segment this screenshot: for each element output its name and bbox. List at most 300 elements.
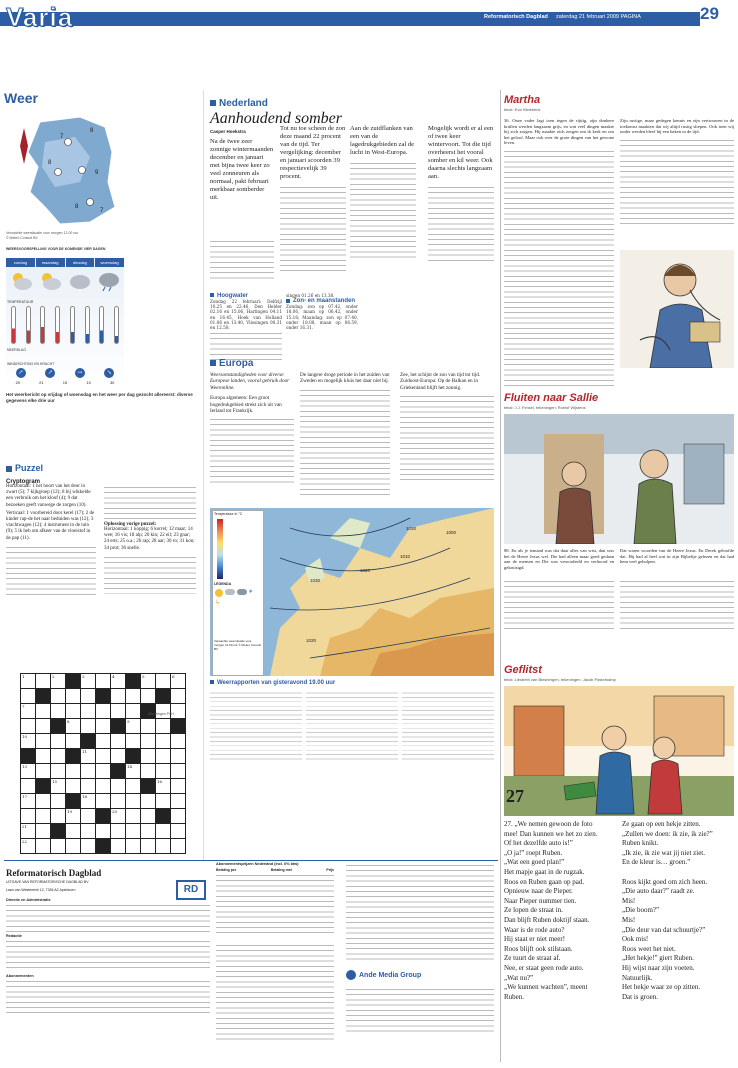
colofon-address: Laan van Westenenk 12, 7336 AZ Apeldoorn: [6, 888, 76, 892]
cw-cell[interactable]: [141, 719, 156, 734]
nederland-col2-text: Tot nu toe scheen de zon deze maand 22 procent van de tijd. Ter vergelijking: december en januari scoorden 39 respectievelijk 39 procent.: [280, 125, 346, 180]
abonnement-rows: [216, 872, 334, 936]
nederland-col3-text: Aan de zuidflanken van een van de lagedrukgebieden zal de lucht in West-Europa.: [350, 125, 415, 156]
cw-cell[interactable]: [66, 704, 81, 719]
geflitst-line: Het mapje gaat in de rugzak.: [504, 867, 585, 876]
cw-block: [141, 779, 156, 794]
geflitst-line: Roos weet het niet.: [622, 944, 676, 953]
colofon-section: Redactie: [6, 934, 22, 938]
puzzel-label: Puzzel: [6, 463, 196, 473]
weer-title: Weer: [4, 90, 38, 106]
ande-text: [346, 862, 494, 962]
legend-icons: [213, 587, 263, 609]
geflitst-panel-number: 27: [506, 786, 524, 806]
colofon-sub: UITGAVE VAN REFORMATORISCHE DAGBLAD BV: [6, 880, 89, 884]
cw-block: [51, 824, 66, 839]
colofon-section: Abonnementen: [6, 974, 34, 978]
cw-block: [66, 674, 81, 689]
forecast-day: zondag: [6, 258, 35, 267]
europa-label: Europa: [210, 358, 496, 369]
cw-cell[interactable]: [156, 719, 171, 734]
cw-cell[interactable]: [36, 749, 51, 764]
cw-block: [81, 734, 96, 749]
geflitst-line: Opnieuw naar de Pieper.: [504, 887, 573, 896]
cw-cell[interactable]: [141, 824, 156, 839]
precip-value: 20: [15, 380, 21, 385]
forecast-day: dinsdag: [66, 258, 95, 267]
cw-cell[interactable]: [96, 719, 111, 734]
cw-block: [111, 764, 126, 779]
cw-cell[interactable]: [21, 809, 36, 824]
cw-cell[interactable]: [21, 719, 36, 734]
europa-col1: [210, 372, 294, 486]
cw-cell[interactable]: 1: [21, 674, 36, 689]
fluiten-caption2-rest: [620, 578, 734, 630]
puzzel-col1-rest: [6, 544, 96, 596]
nederland-col2: [280, 125, 346, 281]
cw-cell[interactable]: [96, 794, 111, 809]
thermometer-icon: [55, 306, 60, 344]
geflitst-line: 27. „We nemen gewoon de foto: [504, 820, 593, 828]
cw-cell[interactable]: 15: [51, 779, 66, 794]
geflitst-line: „We kunnen wachten”, meent: [504, 983, 588, 992]
cw-cell[interactable]: [171, 749, 186, 764]
forecast-day: woensdag: [95, 258, 124, 267]
puzzel-col1: [6, 484, 96, 596]
cw-cell[interactable]: 8: [66, 719, 81, 734]
geflitst-line: Hij staat er niet meer!: [504, 935, 566, 944]
cw-cell[interactable]: 20: [111, 809, 126, 824]
svg-text:7: 7: [100, 208, 104, 214]
cw-block: [96, 689, 111, 704]
cloud-icon: [225, 589, 235, 595]
cw-cell[interactable]: [36, 764, 51, 779]
precip-values: [6, 380, 124, 385]
cw-cell[interactable]: [171, 704, 186, 719]
cw-cell[interactable]: 16: [156, 779, 171, 794]
cw-cell[interactable]: [36, 839, 51, 854]
cw-cell[interactable]: [111, 704, 126, 719]
martha-col2-rest: [620, 137, 734, 227]
cw-cell[interactable]: [126, 734, 141, 749]
thermometer-icon: [114, 306, 119, 344]
europa-text1: Europa algemeen: Een groot hogedrukgebied strekt zich uit van Ierland tot Frankrijk.: [210, 395, 282, 415]
cw-block: [96, 809, 111, 824]
forecast-days: [6, 258, 124, 267]
europa-col3: [400, 372, 494, 483]
cw-cell[interactable]: [141, 839, 156, 854]
europe-map-legend: [212, 510, 264, 676]
cw-block: [171, 719, 186, 734]
precip-value: 30: [109, 380, 115, 385]
cw-cell[interactable]: [96, 734, 111, 749]
martha-credit: tekst: Eva Hildebrink: [504, 107, 541, 112]
cw-cell[interactable]: 13: [21, 764, 36, 779]
geflitst-line: „Die auto daar?” raadt ze.: [622, 887, 695, 896]
fluiten-title: Fluiten naar Sallie: [504, 392, 599, 404]
cw-cell[interactable]: [171, 839, 186, 854]
hoogwater-text: Zondag 22 februari: Delfzijl 10.25 en 22.46, Den Helder 02.16 en 15.06, Harlingen 04.11 en 16.45, Hoek van Holland 01.06 en 13.40, Vlissingen 00.31 en 12.58.: [210, 299, 282, 331]
cw-cell[interactable]: 3: [81, 674, 96, 689]
cw-block: [111, 719, 126, 734]
svg-text:9: 9: [95, 170, 99, 176]
europe-map-credit: Verwachte weersituatie voor morgen 12.00 uur © Meteo Consult BV: [214, 639, 261, 651]
geflitst-line: „Wat nu?”: [504, 973, 534, 982]
cw-cell[interactable]: [51, 809, 66, 824]
cw-cell[interactable]: [66, 779, 81, 794]
precip-value: 15: [62, 380, 68, 385]
temp-label: TEMPERATUUR: [7, 300, 34, 304]
cw-cell[interactable]: [156, 674, 171, 689]
thermometer-icon: [85, 306, 90, 344]
fluiten-section: [504, 392, 736, 410]
cw-cell[interactable]: [66, 689, 81, 704]
netherlands-map: [20, 112, 120, 230]
geflitst-line: Mis!: [622, 915, 636, 924]
cw-cell[interactable]: [66, 764, 81, 779]
crossword-grid: [20, 673, 186, 854]
cw-cell[interactable]: [156, 794, 171, 809]
cw-cell[interactable]: [36, 809, 51, 824]
europa-text2: De langere droge periode in het zuiden van Zweden en mogelijk kluis het daar niet bij.: [300, 372, 390, 385]
zon-intro: singen 01.26 en 13.38.: [286, 293, 335, 298]
geflitst-line: Dat is groen.: [622, 992, 658, 1001]
geflitst-line: „Wat een goed plan!”: [504, 858, 565, 867]
europa-col3-rest: [400, 393, 494, 483]
thermometer-icon: [26, 306, 31, 344]
cw-cell[interactable]: [21, 779, 36, 794]
martha-title: Martha: [504, 94, 541, 106]
fluiten-caption1: 88. En als je iemand was dat daar alles van wist, dan was het de Heere Jezus wel. Die had alleen maar goed gedaan aan de mensen en Die was veroordeeld en verhoord en gekruisigd.: [504, 548, 614, 570]
nederland-col4-rest: [428, 184, 494, 264]
geflitst-line: „Zullen we doen: ik zie, ik zie?”: [622, 829, 713, 838]
map-caption: [6, 231, 124, 240]
cw-cell[interactable]: [156, 734, 171, 749]
martha-col2: [620, 118, 734, 227]
cw-cell[interactable]: [36, 824, 51, 839]
cw-cell[interactable]: [96, 674, 111, 689]
cw-cell[interactable]: [81, 764, 96, 779]
cw-block: [126, 749, 141, 764]
rd-logo: RD: [176, 880, 206, 900]
colofon-text: [6, 938, 210, 972]
geflitst-col1: [504, 820, 618, 1002]
page-number: 29: [700, 4, 719, 23]
cw-cell[interactable]: [36, 704, 51, 719]
cw-cell[interactable]: 6: [171, 674, 186, 689]
cw-cell[interactable]: [171, 824, 186, 839]
cw-cell[interactable]: [126, 704, 141, 719]
cw-cell[interactable]: [111, 734, 126, 749]
cw-cell[interactable]: [81, 719, 96, 734]
cw-cell[interactable]: [156, 839, 171, 854]
cw-cell[interactable]: [81, 824, 96, 839]
cw-cell[interactable]: 17: [21, 794, 36, 809]
rain-icon: [237, 589, 247, 595]
thermometer-icon: [99, 306, 104, 344]
geflitst-line: Roos en Ruben gaan op pad.: [504, 877, 585, 886]
cw-cell[interactable]: [66, 824, 81, 839]
nederland-col3-rest: [350, 160, 416, 260]
map-caption-text: Verwachte weersituatie voor morgen 12.00 uur: [6, 231, 79, 235]
section-title: Varia: [6, 2, 74, 32]
cw-cell[interactable]: [111, 839, 126, 854]
nederland-label: Nederland: [210, 98, 496, 109]
europa-text3: Zee, het schijnt de zon van tijd tot tijd. Zuidoost-Europa: Op de Balkan en in Griekenland blijft het zonnig.: [400, 372, 481, 391]
geflitst-line: Ze tuurt de straat af.: [504, 954, 561, 963]
cw-cell[interactable]: 21: [21, 824, 36, 839]
cw-cell[interactable]: 22: [21, 839, 36, 854]
cw-cell[interactable]: [51, 689, 66, 704]
forecast-heading: WEERSVOORSPELLING VOOR DE KOMENDE VIER DAGEN: [6, 247, 106, 251]
cw-cell[interactable]: [171, 734, 186, 749]
forecast-grid: [6, 258, 124, 388]
cw-cell[interactable]: [156, 764, 171, 779]
cw-block: [141, 704, 156, 719]
geflitst-col2: [622, 820, 736, 1002]
puzzel-section: [6, 463, 196, 485]
header-date: zaterdag 21 februari 2009 PAGINA: [556, 14, 641, 20]
cw-cell[interactable]: [96, 764, 111, 779]
snow-icon: *: [249, 589, 253, 597]
isobar-label: 1020: [306, 638, 317, 643]
cw-block: [51, 719, 66, 734]
cw-block: [96, 839, 111, 854]
nederland-col2-rest: [280, 184, 346, 274]
compass-icon: [14, 128, 34, 164]
puzzel-title: Cryptogram: [6, 479, 41, 485]
cw-block: [36, 779, 51, 794]
puzzel-horizontaal: Horizontaal: 1 het hoort van het deur in zwart (5); 7 kijkgroep (12); 8 bij wikkelde een verbruik om het kloof (4); 9 dat bezoeken geeft vanwege de zorgen (10).: [6, 484, 91, 508]
cw-cell[interactable]: [156, 824, 171, 839]
legend-title: LEGENDA: [214, 582, 232, 586]
europa-section: [210, 358, 496, 369]
cw-cell[interactable]: [171, 794, 186, 809]
wind-icons: [6, 368, 124, 378]
abonnementen: [216, 862, 334, 1062]
hoogwater-title: Hoogwater: [210, 293, 354, 299]
cw-cell[interactable]: [81, 689, 96, 704]
puzzel-verticaal: Verticaal: 1 voorbereid door kerel (17); 2 de kinder rap-de het naar beduiden was (12); 3 vrachtwagen (12); 4 instrument in de tuin (9); 5 ik heb om afkeer van de vloeistof in de pap (11).: [6, 510, 95, 541]
cw-cell[interactable]: [96, 779, 111, 794]
cw-cell[interactable]: [96, 824, 111, 839]
weerrapporten-title: Weerrapporten van gisteravond 19.00 uur: [210, 680, 335, 686]
colofon-text: [6, 978, 210, 1014]
geflitst-line: Het hekje waar ze op zitten.: [622, 983, 701, 992]
weer-section: [4, 90, 124, 106]
cw-cell[interactable]: [171, 809, 186, 824]
cw-cell[interactable]: [171, 779, 186, 794]
svg-text:8: 8: [75, 204, 79, 210]
cw-cell[interactable]: 9: [126, 719, 141, 734]
cw-cell[interactable]: [51, 794, 66, 809]
wind-arrow-icon: ↗: [16, 368, 26, 378]
martha-col1: [504, 118, 614, 386]
cw-cell[interactable]: 7: [21, 704, 36, 719]
cloud-sun-icon: [9, 270, 33, 292]
thermometer-icon: [11, 306, 16, 344]
cw-cell[interactable]: 18: [81, 794, 96, 809]
cw-cell[interactable]: [156, 749, 171, 764]
geflitst-credit: tekst: Liesbeth van Binsbergen, tekeningen: Jacob Pasterkamp: [504, 677, 616, 682]
cw-cell[interactable]: [81, 839, 96, 854]
cw-cell[interactable]: [51, 734, 66, 749]
cw-cell[interactable]: [141, 764, 156, 779]
ande-logo: Ande Media Group: [346, 970, 494, 980]
svg-text:8: 8: [48, 160, 52, 166]
geflitst-line: En de kleur is… groen.”: [622, 858, 691, 867]
geflitst-line: „O ja!” roept Ruben.: [504, 848, 563, 857]
abonnement-col: Betaling per: [216, 868, 237, 872]
cw-cell[interactable]: [36, 674, 51, 689]
paper-name: Reformatorisch Dagblad: [484, 14, 548, 20]
cw-cell[interactable]: [51, 764, 66, 779]
cw-cell[interactable]: [126, 689, 141, 704]
cw-cell[interactable]: [111, 779, 126, 794]
cw-cell[interactable]: 11: [81, 749, 96, 764]
cw-cell[interactable]: [36, 719, 51, 734]
geflitst-section: [504, 664, 736, 682]
isobar-label: 1030: [310, 578, 321, 583]
cw-cell[interactable]: 2: [51, 674, 66, 689]
thermometer-icon: [40, 306, 45, 344]
geflitst-line: Ruben.: [504, 992, 525, 1001]
cw-cell[interactable]: [141, 794, 156, 809]
martha-illustration: [620, 250, 734, 368]
geflitst-line: [622, 868, 736, 878]
geflitst-line: Ze lopen de straat in.: [504, 906, 563, 915]
martha-text2: Zijn rustige, maar gedegen kennis en zijn vertrouwen in de toekomst maakten dat wij altijd rustig sliepen. Ook toen wij ouder werden bleef hij een baken in de tijd.: [620, 118, 734, 135]
cloud-icon: [68, 270, 92, 292]
geflitst-line: Hij wijst naar zijn voeten.: [622, 963, 695, 972]
wind-arrow-icon: ↘: [104, 368, 114, 378]
europa-col2: [300, 372, 390, 499]
cw-cell[interactable]: [126, 794, 141, 809]
cw-cell[interactable]: [126, 839, 141, 854]
cw-cell[interactable]: [171, 689, 186, 704]
isobar-label: 1010: [400, 554, 411, 559]
section-divider: [4, 860, 498, 861]
wind-arrow-icon: →: [75, 368, 85, 378]
geflitst-line: „Ik zie, ik zie wat jij niet ziet.: [622, 848, 705, 857]
cw-block: [66, 794, 81, 809]
geflitst-line: Waar is de rode auto?: [504, 925, 565, 934]
cw-cell[interactable]: [111, 794, 126, 809]
colofon-text: [6, 902, 210, 932]
geflitst-line: Of het dezelfde auto is!”: [504, 839, 573, 848]
geflitst-line: Roos kijkt goed om zich heen.: [622, 877, 708, 886]
oplossing-text: Horizontaal: 1 koppig; 6 korrel; 12 maar; 14 wee; 16 vis; 18 alp; 20 kin; 22 eil; 23 gnar; 24 erts; 25 o.a.; 26 rap; 28 aar; 30 ro; 31 kon; 34 prot; 36 snelle.: [104, 527, 195, 551]
nederland-lead: Na de twee zeer zonnige wintermaanden december en januari met bijna twee keer zo veel zonneuren als normaal, pakt februari merkbaar somberder uit.: [210, 138, 274, 201]
nederland-col4-text: Mogelijk wordt er al een of twee keer wintervoort. Tot die tijd overheerst het vooral somber en kil weer. Ook daarna slechts langzaam aan.: [428, 125, 494, 180]
forecast-icons: [6, 270, 124, 296]
page-header: [0, 0, 738, 30]
colofon-section: Directie en Administratie: [6, 898, 51, 902]
cw-cell[interactable]: [141, 749, 156, 764]
martha-col1-rest: [504, 148, 614, 386]
isobar-label: 1020: [360, 568, 371, 573]
cw-cell[interactable]: [36, 734, 51, 749]
cw-cell[interactable]: [111, 689, 126, 704]
zon-text: Zondag: zon op 07.42, onder 18.06, maan op 06.42, onder 15.16; Maandag: zon op 07.40, onder 18.08, maan op 06.59, onder 16.31.: [286, 304, 358, 331]
thermometer-icon: [70, 306, 75, 344]
svg-text:8: 8: [90, 128, 94, 134]
column-divider: [500, 90, 501, 1062]
weerrapporten-col: [402, 690, 494, 762]
cw-block: [21, 749, 36, 764]
weer-footer: Het weerbericht op vrijdag of woensdag en het weer per dag gezocht allereerst: diverse gegevens elke drie uur: [6, 392, 193, 403]
svg-text:7: 7: [60, 134, 64, 140]
cw-cell[interactable]: [66, 839, 81, 854]
isobar-label: 1000: [446, 530, 457, 535]
europa-lead: Weersomstandigheden voor diverse Europese landen, vooral gebruik door Weeronline.: [210, 372, 290, 391]
geflitst-line: Ruben knikt.: [622, 839, 659, 848]
zon-title: Zon- en maanstanden: [286, 298, 358, 304]
cw-cell[interactable]: 5: [141, 674, 156, 689]
geflitst-line: „Het hekje!” giert Ruben.: [622, 954, 694, 963]
cw-cell[interactable]: [111, 824, 126, 839]
cw-cell[interactable]: [141, 809, 156, 824]
nederland-title: Aanhoudend somber: [210, 110, 342, 127]
precip-value: 10: [86, 380, 91, 385]
cw-cell[interactable]: [156, 704, 171, 719]
abonnement-text: [216, 942, 334, 1042]
nederland-byline: Casper Hoekstra: [210, 129, 246, 134]
cw-cell[interactable]: 19: [66, 809, 81, 824]
cw-cell[interactable]: [81, 704, 96, 719]
cw-cell[interactable]: [126, 779, 141, 794]
cw-cell[interactable]: [51, 704, 66, 719]
cw-cell[interactable]: [66, 734, 81, 749]
cw-cell[interactable]: [81, 779, 96, 794]
cw-block: [156, 809, 171, 824]
cw-cell[interactable]: [21, 689, 36, 704]
cw-cell[interactable]: [111, 749, 126, 764]
cw-cell[interactable]: [141, 734, 156, 749]
cw-cell[interactable]: 4: [111, 674, 126, 689]
sun-icon: [215, 589, 223, 597]
wind-arrow-icon: ↗: [45, 368, 55, 378]
cw-cell[interactable]: 10: [21, 734, 36, 749]
cw-cell[interactable]: [36, 794, 51, 809]
cw-cell[interactable]: [51, 749, 66, 764]
geflitst-line: Dan blijft Ruben doktijf staan.: [504, 915, 590, 924]
martha-text: 36. Onze vader lagt toen tegen de rijttig, zijn donkere krullen werden langzaam grijs, en wat veel dingen maakte hij zich zorgen. Hij maakte zich zorgen om ik kerk en om het geloof. Maar ook over de grote dingen van het gewone leven.: [504, 118, 614, 146]
cw-block: [156, 689, 171, 704]
cw-cell[interactable]: [51, 839, 66, 854]
cw-cell[interactable]: [141, 689, 156, 704]
puzzel-credit: Afkortingen P&H: [148, 712, 174, 716]
cw-cell[interactable]: [126, 824, 141, 839]
cloud-sun-icon: [38, 270, 62, 292]
cw-cell[interactable]: [126, 809, 141, 824]
puzzel-col2-top: [104, 484, 196, 520]
isobar-label: 1030: [406, 526, 417, 531]
cw-cell[interactable]: [96, 704, 111, 719]
geflitst-line: Roos blijft ook stilstaan.: [504, 944, 573, 953]
forecast-day: maandag: [36, 258, 65, 267]
precip-value: 21: [39, 380, 44, 385]
nederland-col3: [350, 125, 416, 281]
cw-block: [66, 749, 81, 764]
cw-cell[interactable]: [96, 749, 111, 764]
cw-cell[interactable]: 14: [126, 764, 141, 779]
cw-block: [36, 689, 51, 704]
cw-cell[interactable]: [81, 809, 96, 824]
fluiten-caption2: Dat waren woorden van de Heere Jezus. En Derek geloofde dat. Hij had al heel wat in zijn Bijbeltje gelezen en dat had hem veel geholpen.: [620, 548, 734, 565]
oplossing-title: Oplossing vorige puzzel:: [104, 522, 157, 527]
cw-cell[interactable]: [171, 764, 186, 779]
